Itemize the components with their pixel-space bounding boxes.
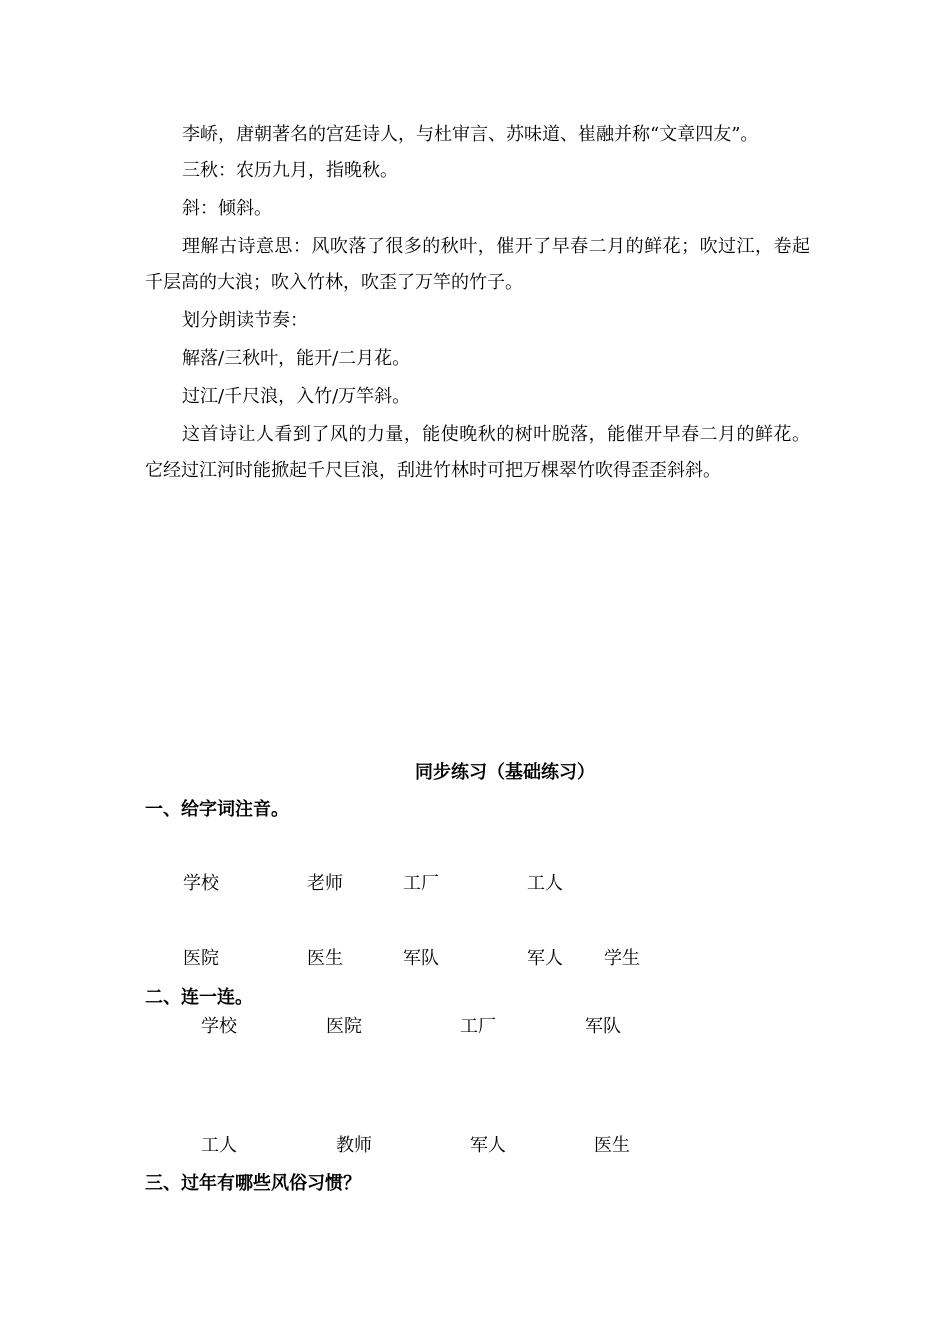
- q1-word: 军人: [527, 948, 563, 969]
- q1-word: 医生: [307, 948, 343, 969]
- note-rhythm-title: 划分朗读节奏：: [182, 310, 308, 331]
- question-3-heading: 三、过年有哪些风俗习惯？: [145, 1173, 361, 1194]
- note-meaning: 理解古诗意思：风吹落了很多的秋叶，催开了早春二月的鲜花；吹过江，卷起千层高的大浪；吹入竹林，吹歪了万竿的竹子。: [145, 236, 810, 293]
- exercise-title: [0, 758, 950, 784]
- note-sanqiu: 三秋：农历九月，指晚秋。: [182, 160, 398, 181]
- q1-word: 工厂: [403, 873, 439, 894]
- note-rhythm-line-1: 解落/三秋叶，能开/二月花。: [182, 348, 411, 369]
- note-summary: 这首诗让人看到了风的力量，能使晚秋的树叶脱落，能催开早春二月的鲜花。它经过江河时能掀起千尺巨浪，刮进竹林时可把万棵翠竹吹得歪歪斜斜。: [145, 424, 810, 481]
- exercise-title-text: 同步练习（基础练习）: [415, 762, 595, 783]
- q1-word: 学校: [183, 873, 219, 894]
- question-2-heading: 二、连一连。: [145, 987, 253, 1008]
- q2-bottom-word: 教师: [336, 1135, 372, 1156]
- q1-word: 工人: [527, 873, 563, 894]
- question-1-heading: 一、给字词注音。: [145, 799, 289, 820]
- note-author: 李峤，唐朝著名的宫廷诗人，与杜审言、苏味道、崔融并称“文章四友”。: [182, 124, 759, 145]
- q2-top-word: 医院: [326, 1016, 362, 1037]
- q1-word: 学生: [604, 948, 640, 969]
- note-rhythm-line-2: 过江/千尺浪，入竹/万竿斜。: [182, 386, 411, 407]
- note-xie: 斜：倾斜。: [182, 198, 272, 219]
- q2-top-word: 军队: [585, 1016, 621, 1037]
- q2-bottom-word: 军人: [470, 1135, 506, 1156]
- q1-word: 军队: [403, 948, 439, 969]
- q2-top-word: 学校: [201, 1016, 237, 1037]
- q2-bottom-word: 工人: [201, 1135, 237, 1156]
- q1-word: 医院: [183, 948, 219, 969]
- q2-top-word: 工厂: [460, 1016, 496, 1037]
- q2-bottom-word: 医生: [594, 1135, 630, 1156]
- q1-word: 老师: [307, 873, 343, 894]
